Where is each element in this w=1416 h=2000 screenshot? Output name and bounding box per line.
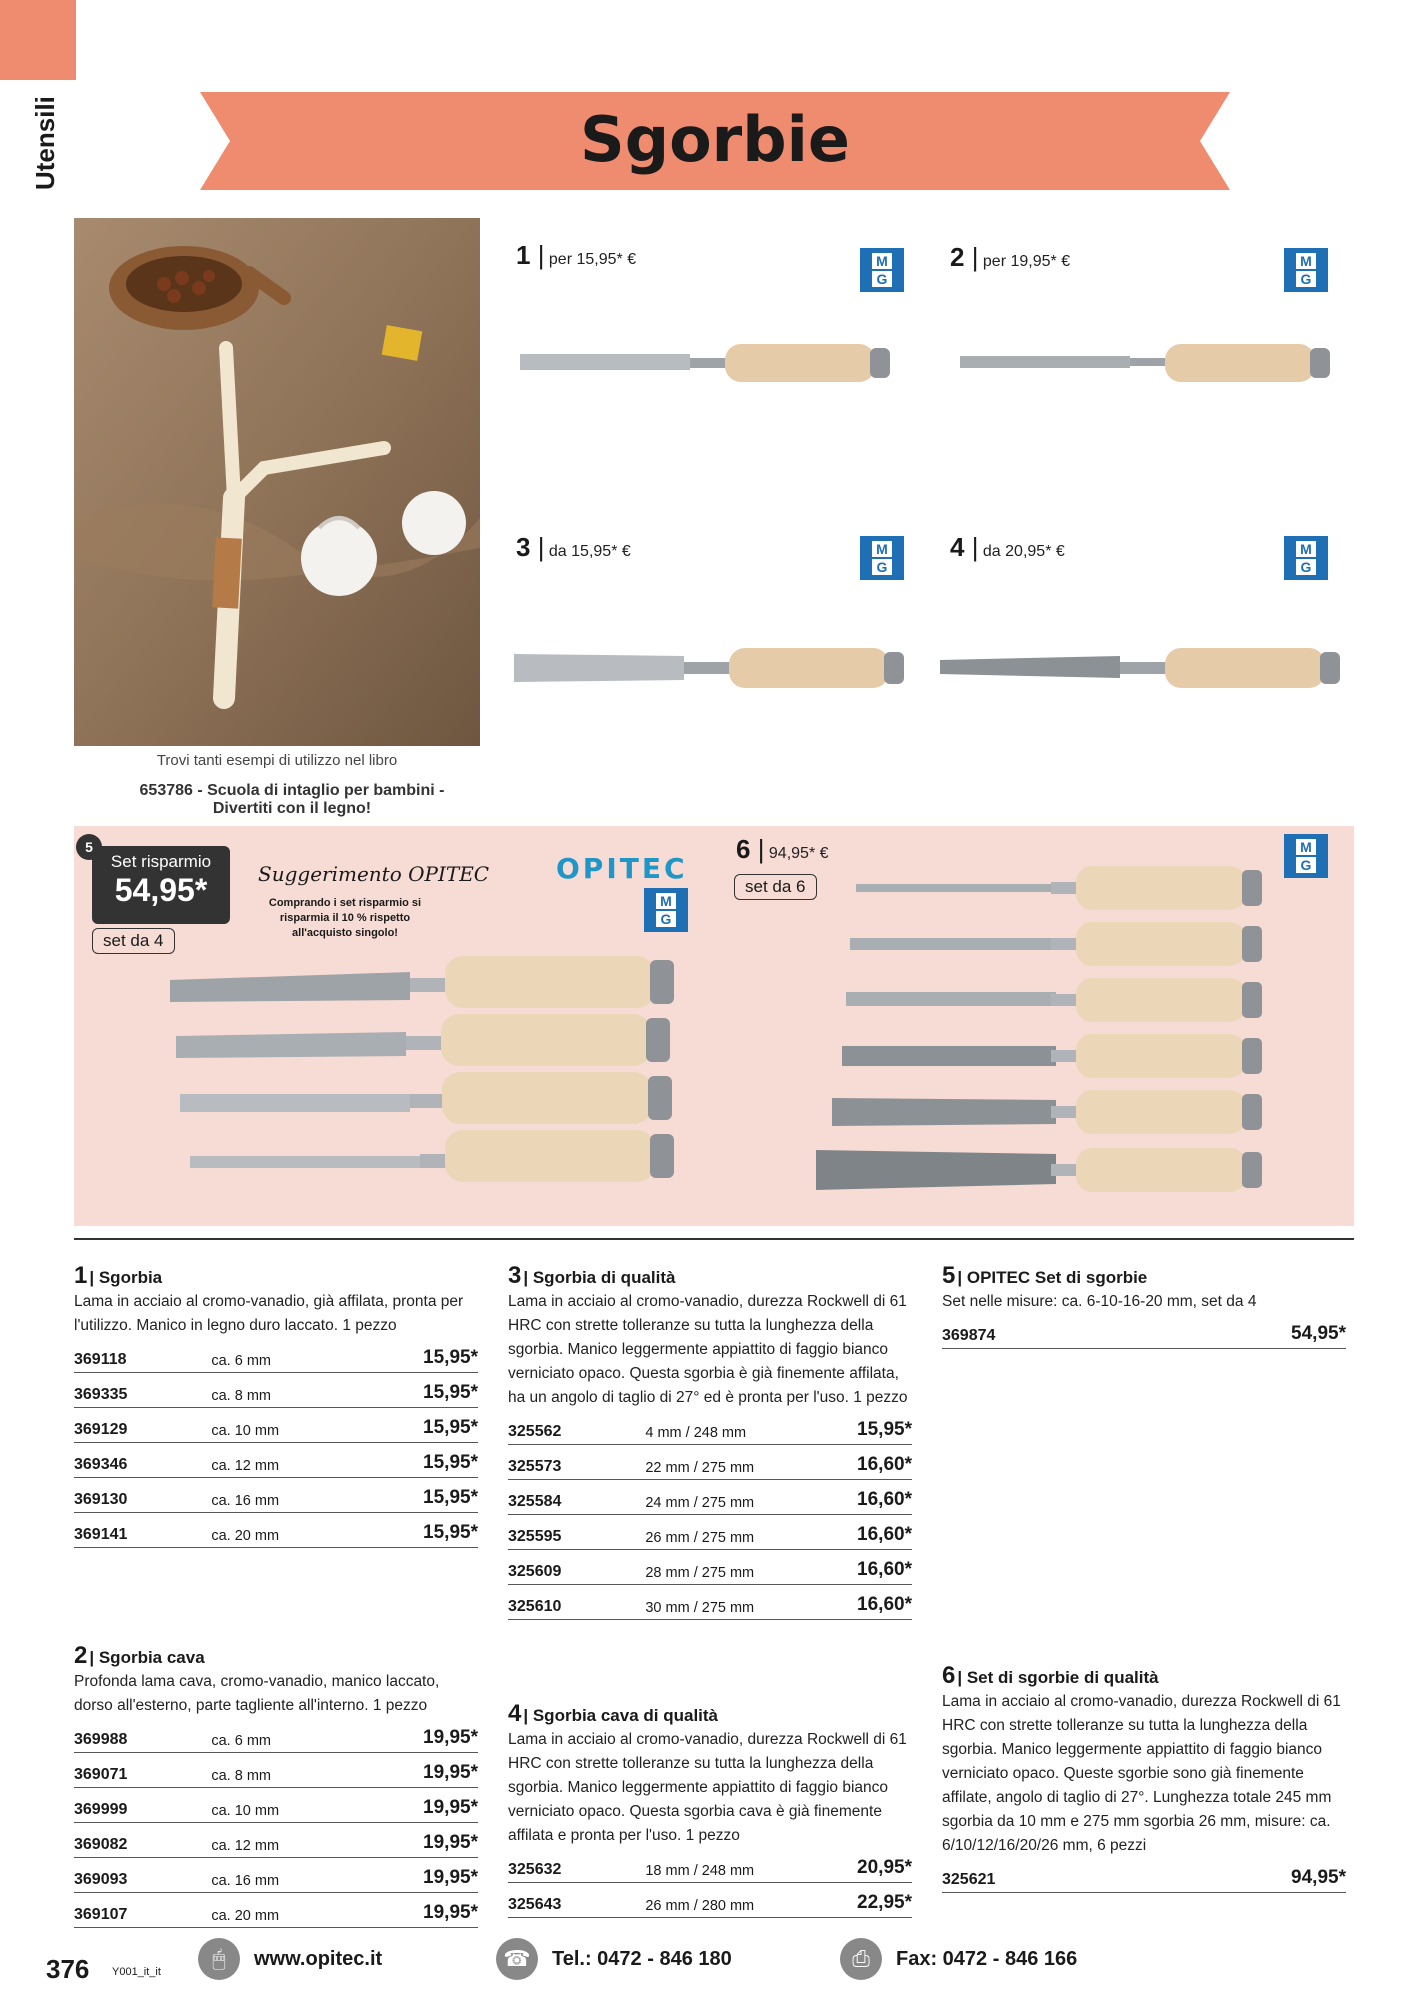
table-row: 325584 24 mm / 275 mm 16,60*: [508, 1480, 912, 1515]
section-3: [508, 1262, 912, 1620]
section-title: 6 | Set di sgorbie di qualità: [942, 1662, 1159, 1689]
fax-icon: ⎙: [840, 1938, 882, 1980]
set6-num: 6: [736, 834, 751, 864]
book-title-line2: Divertiti con il legno!: [212, 800, 372, 817]
gallery-item-3: 3 | da 15,95* €: [516, 532, 631, 562]
product-table: [508, 1410, 912, 1620]
table-row: 369988 ca. 6 mm 19,95*: [74, 1718, 478, 1753]
table-row: 369335 ca. 8 mm 15,95*: [74, 1373, 478, 1408]
gallery-num: 1: [516, 240, 531, 270]
savings-badge: [92, 846, 230, 924]
book-title-line1: - Scuola di intaglio per bambini -: [197, 782, 445, 799]
brand-logo-icon: M G: [1284, 536, 1328, 580]
brand-logo-icon: M G: [644, 888, 688, 932]
mouse-icon: 🖱: [198, 1938, 240, 1980]
usage-photo: [74, 218, 480, 746]
section-description: Set nelle misure: ca. 6-10-16-20 mm, set da 4: [942, 1293, 1257, 1310]
section-6: [942, 1662, 1346, 1893]
table-row: 369130 ca. 16 mm 15,95*: [74, 1478, 478, 1513]
table-row: 369071 ca. 8 mm 19,95*: [74, 1753, 478, 1788]
book-code: 653786: [139, 782, 193, 799]
opitec-logo: OPITEC: [556, 852, 688, 885]
product-table: [942, 1858, 1346, 1893]
set6-chisels-image: [806, 862, 1276, 1212]
section-description: Lama in acciaio al cromo-vanadio, già affilata, pronta per l'utilizzo. Manico in legno duro laccato. 1 pezzo: [74, 1293, 464, 1334]
table-row: 325573 22 mm / 275 mm 16,60*: [508, 1445, 912, 1480]
set4-chisels-image: [170, 950, 690, 1210]
section-5: [942, 1262, 1346, 1349]
product-table: [74, 1718, 478, 1928]
section-description: Lama in acciaio al cromo-vanadio, durezza Rockwell di 61 HRC con strette tolleranze su tutta la lunghezza della sgorbia. Manico leggermente appiattito di faggio bianco verniciato opaco. Questa sgorbia è già finemente affilata, ha un angolo di taglio di 27° ed è pronta per l'uso. 1 pezzo: [508, 1293, 908, 1406]
gallery-price: da 15,95* €: [548, 543, 631, 560]
promo-item-number: 5: [76, 834, 102, 860]
table-row: 325610 30 mm / 275 mm 16,60*: [508, 1585, 912, 1620]
gallery-num: 2: [950, 242, 965, 272]
section-title: 1 | Sgorbia: [74, 1262, 163, 1289]
corner-tab: [0, 0, 76, 80]
table-row: 325643 26 mm / 280 mm 22,95*: [508, 1883, 912, 1918]
gallery-price: per 19,95* €: [982, 253, 1071, 270]
gallery-price: per 15,95* €: [548, 251, 637, 268]
section-side-tab: [22, 90, 62, 200]
gallery-item-1: 1 | per 15,95* €: [516, 240, 637, 270]
table-row: 369118 ca. 6 mm 15,95*: [74, 1338, 478, 1373]
section-1: [74, 1262, 478, 1548]
savings-badge-price: 54,95*: [114, 872, 208, 908]
section-description: Lama in acciaio al cromo-vanadio, durezza Rockwell di 61 HRC con strette tolleranze su tutta la lunghezza della sgorbia. Manico leggermente appiattito di faggio bianco verniciato opaco. Queste sgorbie sono già finemente affilate, angolo di taglio di 27°. Lunghezza totale 245 mm sgorbia da 10 mm e 275 mm sgorbia 26 mm, misure: ca. 6/10/12/16/20/26 mm, 6 pezzi: [942, 1693, 1341, 1854]
page-number: 376: [46, 1954, 90, 1984]
table-row: 325632 18 mm / 248 mm 20,95*: [508, 1848, 912, 1883]
gallery-num: 4: [950, 532, 965, 562]
gallery-price: da 20,95* €: [982, 543, 1065, 560]
table-row: 369093 ca. 16 mm 19,95*: [74, 1858, 478, 1893]
section-description: Profonda lama cava, cromo-vanadio, manico laccato, dorso all'esterno, parte tagliente all'interno. 1 pezzo: [74, 1673, 440, 1714]
website-link[interactable]: www.opitec.it: [254, 1948, 383, 1970]
gallery-item-4: 4 | da 20,95* €: [950, 532, 1065, 562]
photo-caption: Trovi tanti esempi di utilizzo nel libro: [156, 752, 398, 769]
brand-logo-icon: M G: [1284, 248, 1328, 292]
chisel-image-1: [520, 336, 900, 396]
section-divider: [74, 1238, 1354, 1240]
gallery-item-2: 2 | per 19,95* €: [950, 242, 1071, 272]
gallery-num: 3: [516, 532, 531, 562]
set-size-label: set da 4: [92, 928, 175, 954]
brand-logo-icon: M G: [1284, 834, 1328, 878]
section-4: [508, 1700, 912, 1918]
table-row: 369874 54,95*: [942, 1314, 1346, 1349]
catalog-ref: Y001_it_it: [112, 1966, 161, 1978]
section-title: 5 | OPITEC Set di sgorbie: [942, 1262, 1148, 1289]
set6-size-label: set da 6: [734, 874, 817, 900]
table-row: 369082 ca. 12 mm 19,95*: [74, 1823, 478, 1858]
table-row: 369999 ca. 10 mm 19,95*: [74, 1788, 478, 1823]
table-row: 325595 26 mm / 275 mm 16,60*: [508, 1515, 912, 1550]
chisel-image-2: [960, 336, 1340, 396]
savings-badge-label: Set risparmio: [110, 852, 212, 871]
section-title: 2 | Sgorbia cava: [74, 1642, 205, 1669]
table-row: 325562 4 mm / 248 mm 15,95*: [508, 1410, 912, 1445]
side-tab-label: Utensili: [30, 96, 60, 190]
table-row: 369346 ca. 12 mm 15,95*: [74, 1443, 478, 1478]
brand-logo-icon: M G: [860, 536, 904, 580]
product-table: [942, 1314, 1346, 1349]
table-row: 325609 28 mm / 275 mm 16,60*: [508, 1550, 912, 1585]
brand-logo-icon: M G: [860, 248, 904, 292]
book-reference: [104, 782, 480, 818]
table-row: 325621 94,95*: [942, 1858, 1346, 1893]
tip-text: Comprando i set risparmio si risparmia il 10 % rispetto all'acquisto singolo!: [268, 897, 422, 939]
product-table: [74, 1338, 478, 1548]
product-table: [508, 1848, 912, 1918]
set6-header: 6 | 94,95* €: [736, 834, 829, 864]
table-row: 369129 ca. 10 mm 15,95*: [74, 1408, 478, 1443]
phone-icon: ☎: [496, 1938, 538, 1980]
section-description: Lama in acciaio al cromo-vanadio, durezza Rockwell di 61 HRC con strette tolleranze su tutta la lunghezza della sgorbia. Manico leggermente appiattito di faggio bianco verniciato opaco. Questa sgorbia cava è già finemente affilata e pronta per l'uso. 1 pezzo: [508, 1731, 907, 1844]
table-row: 369107 ca. 20 mm 19,95*: [74, 1893, 478, 1928]
page-title: Sgorbie: [580, 103, 850, 176]
set6-price: 94,95* €: [768, 845, 829, 862]
phone-number: Tel.: 0472 - 846 180: [552, 1948, 732, 1970]
chisel-image-4: [940, 640, 1350, 700]
section-title: 4 | Sgorbia cava di qualità: [508, 1700, 719, 1727]
tip-title: Suggerimento OPITEC: [258, 862, 490, 886]
fax-number: Fax: 0472 - 846 166: [896, 1948, 1078, 1970]
table-row: 369141 ca. 20 mm 15,95*: [74, 1513, 478, 1548]
section-2: [74, 1642, 478, 1928]
section-title: 3 | Sgorbia di qualità: [508, 1262, 676, 1289]
chisel-image-3: [514, 640, 914, 700]
